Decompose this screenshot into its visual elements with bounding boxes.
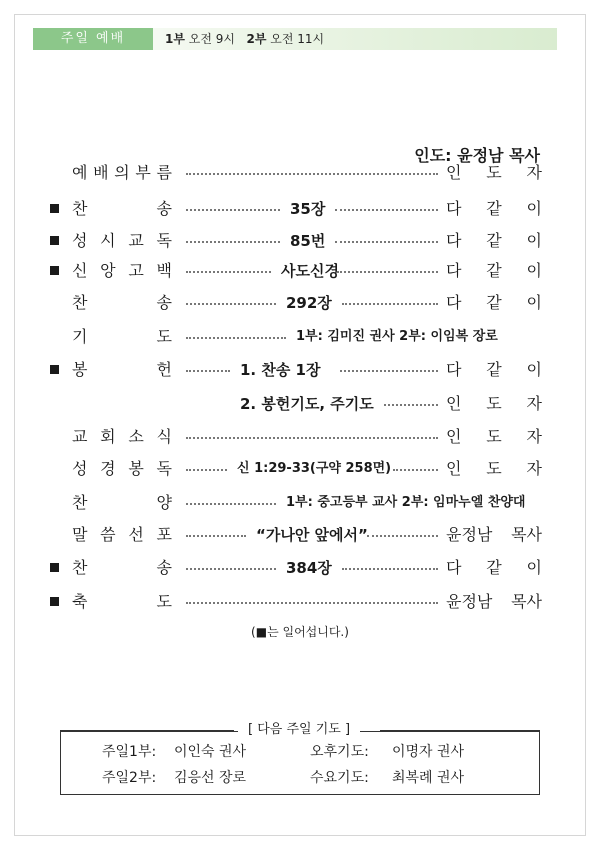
order-responsible: [446, 258, 542, 284]
order-label-char: 의: [114, 163, 130, 182]
order-responsible-part: 윤정남: [446, 525, 493, 544]
dotted-leader: [186, 303, 276, 305]
prayer-title-rule: [60, 730, 234, 731]
order-responsible-part: 같: [486, 199, 502, 218]
order-label-char: 씀: [100, 525, 116, 544]
dotted-leader: [367, 535, 438, 537]
order-label-char: 도: [156, 327, 172, 346]
order-responsible-part: 같: [486, 360, 502, 379]
order-label-char: 부: [135, 163, 151, 182]
service1-number: 1부: [165, 32, 185, 46]
dotted-leader: [186, 337, 286, 339]
order-label-char: 말: [72, 525, 88, 544]
order-label-char: 백: [156, 261, 172, 280]
order-label-char: 찬: [72, 293, 88, 312]
dotted-leader: [393, 469, 438, 471]
order-responsible: [446, 228, 542, 254]
order-label-char: 신: [72, 261, 88, 280]
order-label-char: 시: [100, 231, 116, 250]
order-label-char: 성: [72, 459, 88, 478]
service-times: [165, 28, 324, 50]
dotted-leader: [337, 271, 438, 273]
prayer-name: 이명자 권사: [392, 744, 465, 760]
order-label-char: 송: [156, 199, 172, 218]
order-detail: 1부: 중고등부 교사 2부: 임마누엘 찬양대: [286, 495, 526, 510]
order-label: [72, 490, 172, 516]
order-label-char: 봉: [128, 459, 144, 478]
order-detail: 35장: [290, 200, 326, 218]
order-row: [0, 522, 600, 552]
order-row: [0, 324, 600, 354]
order-responsible-part: 다: [446, 558, 462, 577]
order-responsible-part: 이: [526, 360, 542, 379]
prayer-role: 수요기도:: [310, 770, 369, 786]
order-responsible-part: 자: [526, 459, 542, 478]
order-label-char: 경: [100, 459, 116, 478]
order-label-char: 고: [128, 261, 144, 280]
order-label-char: 선: [128, 525, 144, 544]
order-responsible-part: 이: [526, 231, 542, 250]
prayer-name: 최복례 권사: [392, 770, 465, 786]
order-responsible-part: 다: [446, 231, 462, 250]
order-responsible: [446, 522, 542, 548]
order-label: [72, 290, 172, 316]
order-label: [72, 424, 172, 450]
standing-bullet-icon: [50, 266, 59, 275]
order-responsible-part: 윤정남: [446, 592, 493, 611]
dotted-leader: [186, 370, 230, 372]
order-detail: 사도신경: [281, 262, 339, 280]
order-responsible-part: 인: [446, 427, 462, 446]
order-label-char: 교: [72, 427, 88, 446]
service2-time: 오전 11시: [270, 32, 325, 46]
order-label: [72, 357, 172, 383]
order-row: [0, 456, 600, 486]
order-label-char: 예: [72, 163, 88, 182]
order-detail: 2. 봉헌기도, 주기도: [240, 395, 374, 413]
dotted-leader: [186, 469, 227, 471]
service2-number: 2부: [246, 32, 267, 46]
service1-time: 오전 9시: [188, 32, 236, 46]
order-responsible-part: 자: [526, 163, 542, 182]
order-label-char: 독: [156, 459, 172, 478]
order-label: [72, 228, 172, 254]
order-responsible-part: 다: [446, 360, 462, 379]
dotted-leader: [342, 303, 438, 305]
order-label: [72, 160, 172, 186]
order-label-char: 기: [72, 327, 88, 346]
order-label-char: 회: [100, 427, 116, 446]
order-responsible-part: 같: [486, 231, 502, 250]
dotted-leader: [186, 241, 280, 243]
order-row: [0, 490, 600, 520]
order-row: [0, 589, 600, 619]
order-row: [0, 160, 600, 190]
next-prayer-title: [ 다음 주일 기도 ]: [238, 721, 360, 739]
order-label: [72, 522, 172, 548]
standing-bullet-icon: [50, 236, 59, 245]
order-responsible-part: 목사: [511, 525, 542, 544]
dotted-leader: [186, 602, 438, 604]
order-label: [72, 324, 172, 350]
order-label-char: 봉: [72, 360, 88, 379]
order-label-char: 식: [156, 427, 172, 446]
dotted-leader: [340, 370, 438, 372]
order-responsible-part: 이: [526, 293, 542, 312]
order-label-char: 양: [156, 493, 172, 512]
order-responsible-part: 목사: [511, 592, 542, 611]
order-responsible: [446, 424, 542, 450]
service-title-tag: 주일 예배: [33, 28, 153, 50]
order-responsible-part: 도: [486, 459, 502, 478]
order-row: [0, 196, 600, 226]
order-label-char: 름: [156, 163, 172, 182]
dotted-leader: [342, 568, 438, 570]
order-label-char: 찬: [72, 493, 88, 512]
order-label-char: 송: [156, 558, 172, 577]
order-row: [0, 424, 600, 454]
service-leader: 인도: 윤정남 목사: [414, 146, 540, 165]
order-responsible-part: 인: [446, 394, 462, 413]
order-row: [0, 357, 600, 387]
prayer-role: 오후기도:: [310, 744, 369, 760]
order-responsible-part: 자: [526, 427, 542, 446]
order-responsible-part: 같: [486, 293, 502, 312]
order-label-char: 성: [72, 231, 88, 250]
dotted-leader: [186, 209, 280, 211]
standing-bullet-icon: [50, 204, 59, 213]
order-detail: 신 1:29-33(구약 258면): [237, 461, 392, 476]
order-responsible: [446, 589, 542, 615]
order-responsible-part: 같: [486, 558, 502, 577]
order-responsible: [446, 357, 542, 383]
standing-bullet-icon: [50, 563, 59, 572]
order-responsible: [446, 391, 542, 417]
prayer-role: 주일2부:: [102, 770, 157, 786]
dotted-leader: [186, 503, 276, 505]
order-label-char: 찬: [72, 558, 88, 577]
order-responsible-part: 다: [446, 261, 462, 280]
order-responsible-part: 이: [526, 261, 542, 280]
order-label-char: 축: [72, 592, 88, 611]
order-responsible-part: 다: [446, 293, 462, 312]
order-responsible-part: 이: [526, 558, 542, 577]
order-row: [0, 555, 600, 585]
order-label-char: 도: [156, 592, 172, 611]
dotted-leader: [186, 271, 271, 273]
prayer-title-rule: [380, 730, 540, 731]
order-label: [72, 196, 172, 222]
order-label-char: 송: [156, 293, 172, 312]
order-row: [0, 290, 600, 320]
order-responsible-part: 이: [526, 199, 542, 218]
order-row: [0, 391, 600, 421]
dotted-leader: [335, 209, 438, 211]
order-label: [72, 555, 172, 581]
order-label-char: 찬: [72, 199, 88, 218]
dotted-leader: [384, 404, 438, 406]
order-responsible-part: 인: [446, 163, 462, 182]
standing-bullet-icon: [50, 365, 59, 374]
prayer-name: 이인숙 권사: [174, 744, 247, 760]
prayer-role: 주일1부:: [102, 744, 157, 760]
order-responsible-part: 도: [486, 163, 502, 182]
dotted-leader: [186, 535, 246, 537]
prayer-name: 김응선 장로: [174, 770, 247, 786]
order-label-char: 독: [156, 231, 172, 250]
order-detail: 85번: [290, 232, 326, 250]
order-responsible: [446, 555, 542, 581]
order-row: [0, 228, 600, 258]
order-responsible-part: 인: [446, 459, 462, 478]
dotted-leader: [186, 173, 438, 175]
order-label-char: 헌: [156, 360, 172, 379]
order-label: [72, 456, 172, 482]
order-row: [0, 258, 600, 288]
order-label-char: 소: [128, 427, 144, 446]
order-label-char: 교: [128, 231, 144, 250]
order-label-char: 포: [156, 525, 172, 544]
order-label: [72, 589, 172, 615]
order-responsible-part: 자: [526, 394, 542, 413]
dotted-leader: [186, 568, 276, 570]
order-responsible-part: 도: [486, 427, 502, 446]
dotted-leader: [335, 241, 438, 243]
dotted-leader: [186, 437, 438, 439]
order-responsible: [446, 290, 542, 316]
order-detail: “가나안 앞에서”: [256, 526, 368, 544]
order-responsible: [446, 196, 542, 222]
standing-note: (■는 일어섭니다.): [251, 625, 349, 639]
order-responsible-part: 다: [446, 199, 462, 218]
standing-bullet-icon: [50, 597, 59, 606]
order-label-char: 배: [93, 163, 109, 182]
order-label-char: 앙: [100, 261, 116, 280]
order-detail: 292장: [286, 294, 332, 312]
order-responsible-part: 도: [486, 394, 502, 413]
order-detail: 1부: 김미진 권사 2부: 이임복 장로: [296, 329, 498, 344]
order-detail: 1. 찬송 1장: [240, 361, 321, 379]
order-detail: 384장: [286, 559, 332, 577]
order-responsible: [446, 160, 542, 186]
order-responsible-part: 같: [486, 261, 502, 280]
order-label: [72, 258, 172, 284]
order-responsible: [446, 456, 542, 482]
